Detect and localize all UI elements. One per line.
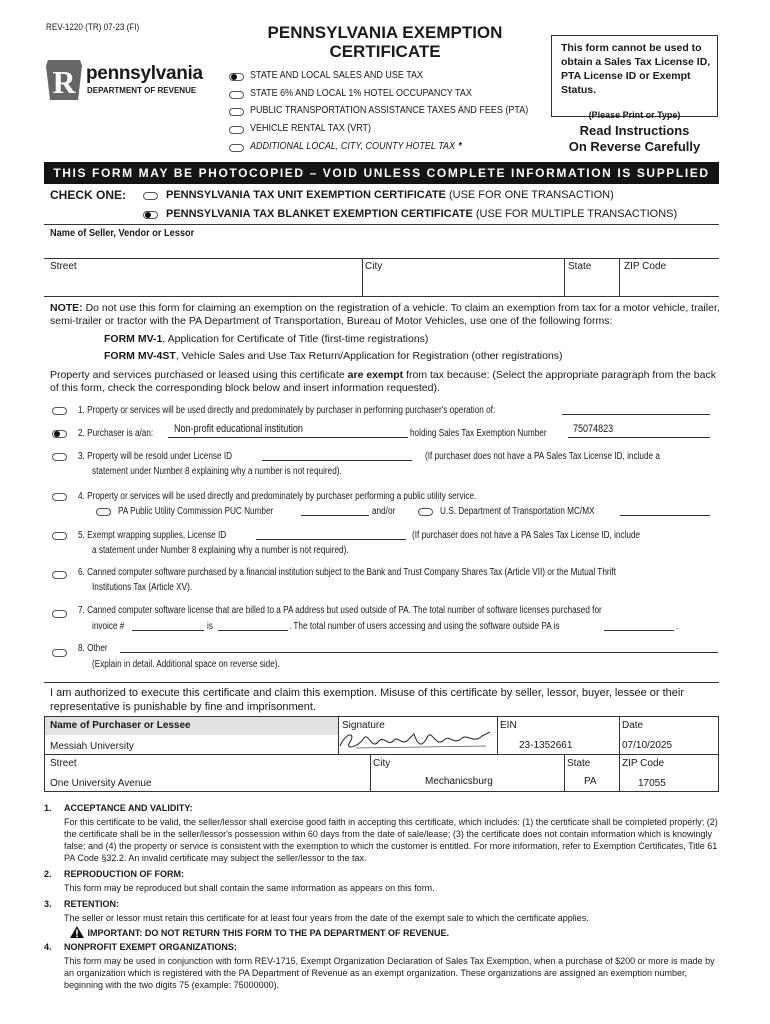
- form-mv1-desc: , Application for Certificate of Title (first-time registrations): [162, 333, 429, 345]
- instruction-4-body: This form may be used in conjunction with form REV-1715, Exempt Organization Declaration of Sales Tax Exemption, when a purchase of $200 or more is made by an organization which is registered with the PA Department of Revenue as an exempt organization. These organizations are assigned an exemption number, beginning with the two digits 75 (example: 75000000).: [64, 956, 715, 990]
- notice-box: [551, 35, 718, 117]
- reason-6-line2: Institutions Tax (Article XV).: [92, 582, 193, 593]
- seller-city-field[interactable]: [366, 274, 560, 294]
- instruction-2: 2. REPRODUCTION OF FORM: This form may be reproduced but shall contain the same information as appears on this form.: [44, 868, 724, 894]
- instruction-4: 4. NONPROFIT EXEMPT ORGANIZATIONS: This form may be used in conjunction with form REV-1715, Exempt Organization Declaration of Sales Tax Exemption, when a purchase of $200 or more is made by an organization which is registered with the PA Department of Revenue as an exempt organization. These organizations are assigned an exemption number, beginning with the two digits 75 (example: 75000000).: [44, 941, 724, 991]
- certificate-type-label-1: PENNSYLVANIA TAX UNIT EXEMPTION CERTIFICATE (USE FOR ONE TRANSACTION): [166, 189, 614, 201]
- authorization-statement: I am authorized to execute this certificate and claim this exemption. Misuse of this certificate by seller, lessor, buyer, lessee or their representative is punishable by fine and imprisonment.: [50, 687, 685, 713]
- instruction-1: 1. ACCEPTANCE AND VALIDITY: For this certificate to be valid, the seller/lessor shall exercise good faith in accepting this certificate, which includes: (1) the certificate shall be completed properly; (2) the certificate shall be in the seller/lessor's possession within 60 days from the date of sale/lease; (3) the certificate does not contain information which is knowingly false; and (4) the property or service is consistent with the exemption to which the customer is entitled. For more information, refer to Exemption Certificates, Title 61 PA Code §32.2. An invalid certificate may subject the seller/lessor to the tax.: [44, 802, 724, 864]
- purchaser-city-value[interactable]: Mechanicsburg: [425, 776, 493, 787]
- purchaser-street-value[interactable]: One University Avenue: [50, 778, 152, 789]
- logo-wordmark: pennsylvania: [86, 63, 203, 84]
- tax-type-radio-5[interactable]: [229, 144, 244, 152]
- check-one-label: CHECK ONE:: [50, 188, 127, 202]
- seller-street-field[interactable]: [46, 274, 358, 294]
- pa-revenue-logo: [44, 58, 203, 104]
- reason-3-line2: statement under Number 8 explaining why a number is not required).: [92, 466, 342, 477]
- form-mv1-line: [104, 333, 428, 345]
- reason-7-is: is: [207, 621, 213, 632]
- purchaser-name-label: Name of Purchaser or Lessee: [50, 720, 191, 731]
- warning-text: IMPORTANT: DO NOT RETURN THIS FORM TO THE PA DEPARTMENT OF REVENUE.: [87, 928, 450, 938]
- reason-5-line2: a statement under Number 8 explaining why a number is not required).: [92, 545, 349, 556]
- read-instructions-line-2: On Reverse Carefully: [568, 139, 701, 154]
- reason-5-radio[interactable]: [52, 532, 67, 540]
- notice-text: This form cannot be used to obtain a Sales Tax License ID, PTA License ID or Exempt Status.: [561, 42, 711, 96]
- instruction-3: 3. RETENTION: The seller or lessor must retain this certificate for at least four years from the date of the exempt sale to which the certificate applies. IMPORTANT: DO NOT RETURN THIS FORM TO THE PA DEPARTMENT OF REVENUE.: [44, 898, 724, 939]
- purchaser-type-value[interactable]: Non-profit educational institution: [174, 423, 303, 435]
- reason-3-post: (If purchaser does not have a PA Sales Tax License ID, include a: [425, 451, 660, 462]
- reason-8-radio[interactable]: [52, 649, 67, 657]
- title-line-2: CERTIFICATE: [329, 42, 441, 61]
- seller-zip-field[interactable]: [623, 274, 717, 294]
- certificate-type-radio-1[interactable]: [143, 192, 158, 200]
- tax-type-label-3: PUBLIC TRANSPORTATION ASSISTANCE TAXES AND FEES (PTA): [250, 105, 529, 116]
- reason-7-line2: . The total number of users accessing and using the software outside PA is: [289, 621, 560, 632]
- tax-type-label-2: STATE 6% AND LOCAL 1% HOTEL OCCUPANCY TAX: [250, 88, 472, 99]
- instruction-4-title: NONPROFIT EXEMPT ORGANIZATIONS:: [64, 942, 237, 952]
- seller-name-field[interactable]: [44, 240, 714, 258]
- form-mv4st-desc: , Vehicle Sales and Use Tax Return/Application for Registration (other registrations): [175, 350, 563, 362]
- page-title: [230, 23, 540, 61]
- reason-7-invoice: invoice #: [92, 621, 125, 632]
- photocopy-banner: THIS FORM MAY BE PHOTOCOPIED – VOID UNLESS COMPLETE INFORMATION IS SUPPLIED: [44, 162, 719, 184]
- purchaser-city-label: City: [373, 758, 391, 769]
- asterisk-mark: *: [458, 141, 463, 152]
- seller-name-label: Name of Seller, Vendor or Lessor: [50, 228, 195, 239]
- print-note: (Please Print or Type): [588, 110, 681, 120]
- seller-state-label: State: [568, 261, 592, 272]
- instruction-1-body: For this certificate to be valid, the seller/lessor shall exercise good faith in accepting this certificate, which includes: (1) the certificate shall be completed properly; (2) the certificate shall be in the seller/lessor's possession within 60 days from the date of sale/lease; (3) the certificate does not contain information which is knowingly false; and (4) the property or service is consistent with the exemption to which the customer is entitled. For more information, refer to Exemption Certificates, Title 61 PA Code §32.2. An invalid certificate may subject the seller/lessor to the tax.: [64, 817, 718, 863]
- property-post: from tax because: (Select the appropriate paragraph from the back of this form, check the corresponding block below and insert information requested).: [50, 369, 716, 394]
- property-pre: Property and services purchased or leased using this certificate: [50, 369, 348, 381]
- form-mv1-code: FORM MV-1: [104, 333, 163, 345]
- ein-label: EIN: [500, 720, 517, 731]
- certificate-type-radio-2[interactable]: [143, 211, 158, 219]
- instruction-3-title: RETENTION:: [64, 899, 119, 909]
- signature-scribble[interactable]: [336, 728, 496, 754]
- tax-type-radio-1[interactable]: [229, 73, 244, 81]
- reason-1-text: 1. Property or services will be used directly and predominately by purchaser in performing purchaser's operation of:: [78, 405, 496, 416]
- warning-icon: [69, 925, 85, 939]
- note-prefix: NOTE:: [50, 302, 83, 314]
- property-bold: are exempt: [347, 369, 404, 381]
- reason-8-text: 8. Other: [78, 643, 108, 654]
- instruction-3-body: The seller or lessor must retain this certificate for at least four years from the date of the exempt sale to which the certificate applies.: [64, 913, 589, 923]
- ein-value[interactable]: 23-1352661: [519, 740, 573, 751]
- seller-city-label: City: [365, 261, 383, 272]
- reason-3-radio[interactable]: [52, 453, 67, 461]
- instruction-1-title: ACCEPTANCE AND VALIDITY:: [64, 803, 193, 813]
- reason-8-line2: (Explain in detail. Additional space on reverse side).: [92, 659, 280, 670]
- tax-type-radio-2[interactable]: [229, 91, 244, 99]
- usdot-radio[interactable]: [418, 508, 433, 516]
- form-code: REV-1220 (TR) 07-23 (FI): [46, 22, 140, 32]
- signature-label: Signature: [342, 720, 385, 731]
- form-mv4st-code: FORM MV-4ST: [104, 350, 176, 362]
- purchaser-state-label: State: [567, 758, 591, 769]
- seller-street-label: Street: [50, 261, 77, 272]
- reason-3-pre: 3. Property will be resold under License ID: [78, 451, 233, 462]
- reason-5-post: (If purchaser does not have a PA Sales Tax License ID, include: [412, 530, 641, 541]
- form-mv4st-line: [104, 350, 563, 362]
- date-label: Date: [622, 720, 644, 731]
- reason-4-radio[interactable]: [52, 493, 67, 501]
- purchaser-state-value[interactable]: PA: [584, 776, 597, 787]
- reason-2-mid: holding Sales Tax Exemption Number: [410, 428, 547, 439]
- reason-5-pre: 5. Exempt wrapping supplies, License ID: [78, 530, 227, 541]
- tax-type-label-1: STATE AND LOCAL SALES AND USE TAX: [250, 70, 424, 81]
- instructions-section: [44, 802, 724, 991]
- reason-6-radio[interactable]: [52, 571, 67, 579]
- andor-label: and/or: [372, 506, 396, 517]
- instruction-2-title: REPRODUCTION OF FORM:: [64, 869, 184, 879]
- tax-type-label-4: VEHICLE RENTAL TAX (VRT): [250, 123, 372, 134]
- tax-type-radio-4[interactable]: [229, 126, 244, 134]
- puc-radio[interactable]: [96, 508, 111, 516]
- reason-7-radio[interactable]: [52, 610, 67, 618]
- read-instructions-line-1: Read Instructions: [579, 123, 690, 138]
- purchaser-zip-value[interactable]: 17055: [638, 778, 666, 789]
- note-text: Do not use this form for claiming an exemption on the registration of a vehicle. To claim an exemption from tax for a motor vehicle, trailer, semi-trailer or tractor with the PA Department of Transportation, Bureau of Motor Vehicles, use one of the following forms:: [50, 302, 720, 327]
- retention-warning: [64, 925, 724, 939]
- date-value[interactable]: 07/10/2025: [622, 740, 673, 751]
- reason-1-radio[interactable]: [52, 407, 67, 415]
- seller-state-field[interactable]: [568, 274, 616, 294]
- tax-type-radio-3[interactable]: [229, 108, 244, 116]
- reason-2-pre: 2. Purchaser is a/an:: [78, 428, 154, 439]
- logo-letter: R: [52, 64, 76, 100]
- exemption-reason-intro: [50, 369, 720, 395]
- certificate-type-label-2: PENNSYLVANIA TAX BLANKET EXEMPTION CERTIFICATE (USE FOR MULTIPLE TRANSACTIONS): [166, 208, 678, 220]
- puc-label: PA Public Utility Commission PUC Number: [118, 506, 274, 517]
- read-instructions: [551, 123, 718, 155]
- keystone-icon: [44, 58, 84, 102]
- reason-4-text: 4. Property or services will be used directly and predominately by purchaser performing a public utility service.: [78, 491, 477, 502]
- purchaser-zip-label: ZIP Code: [622, 758, 665, 769]
- vehicle-note: [50, 302, 720, 328]
- instruction-2-body: This form may be reproduced but shall contain the same information as appears on this form.: [64, 883, 435, 893]
- seller-zip-label: ZIP Code: [624, 261, 667, 272]
- reason-2-radio[interactable]: [52, 430, 67, 438]
- exemption-number-value[interactable]: 75074823: [573, 423, 614, 435]
- logo-subtitle: DEPARTMENT OF REVENUE: [87, 86, 197, 95]
- purchaser-street-label: Street: [50, 758, 77, 769]
- reason-7-text: 7. Canned computer software license that are billed to a PA address but used outside of PA. The total number of software licenses purchased for: [78, 605, 602, 616]
- purchaser-name-value[interactable]: Messiah University: [50, 741, 134, 752]
- reason-6-text: 6. Canned computer software purchased by a financial institution subject to the Bank and Trust Company Shares Tax (Article VII) or the Mutual Thrift: [78, 567, 616, 578]
- reason-7-period: .: [676, 621, 679, 632]
- usdot-label: U.S. Department of Transportation MC/MX: [440, 506, 595, 517]
- title-line-1: PENNSYLVANIA EXEMPTION: [267, 23, 503, 42]
- tax-type-label-5: ADDITIONAL LOCAL, CITY, COUNTY HOTEL TAX *: [250, 141, 463, 152]
